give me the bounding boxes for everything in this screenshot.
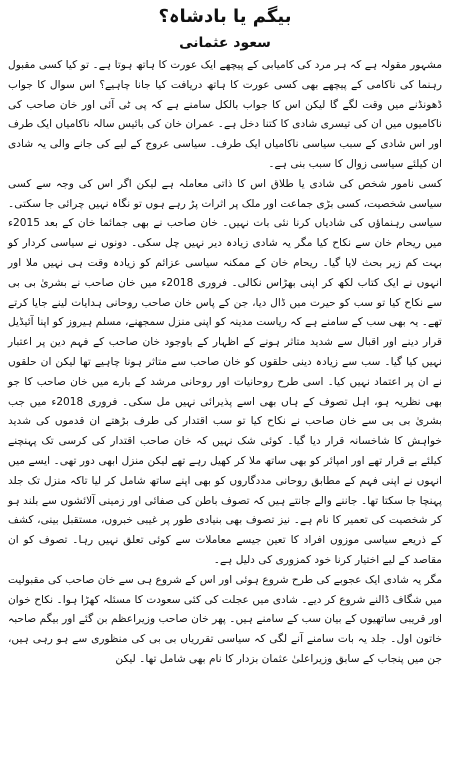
paragraph: کسی نامور شخص کی شادی یا طلاق اس کا ذاتی معاملہ ہے لیکن اگر اس کی وجہ سے کسی سیاسی شخصیت، کسی بڑی جماعت اور ملک پر اثرات پڑ رہے ہوں تو نگاہ نہیں چرائی جا سکتی۔ سیاسی رہنماؤں کی شادیاں کرنا نئی بات نہیں۔ خان صاحب نے بھی جمائما خان کے بعد 2015ء میں ریحام خان سے نکاح کیا مگر یہ شادی زیادہ دیر نہیں چل سکی۔ دونوں نے سیاسی کردار کو بہت کم زیر بحث لایا گیا۔ ریحام خان کے ممکنہ سیاسی عزائم کو زیادہ وقت ہی نہیں ملا اور انہوں نے ایک کتاب لکھ کر اپنی بھڑاس نکالی۔ فروری 2018ء میں خان صاحب نے بشریٰ بی بی سے نکاح کیا تو سب کو حیرت میں ڈال دیا، جن کے پاس خان صاحب روحانی ہدایات لینے جایا کرتے تھے۔ یہ بھی سب کے سامنے ہے کہ ریاست مدینہ کو اپنی منزل سمجھنے، مسلم ہیروز کو اپنا آئیڈیل قرار دینے اور اقبال سے شدید متاثر ہونے کے اظہار کے باوجود خان صاحب کے فہم دین پر اعتبار نہیں کیا گیا۔ سب سے زیادہ دینی حلقوں کو خان صاحب سے متاثر ہونا چاہیے تھا لیکن ان حلقوں نے ان پر اعتماد نہیں کیا۔ اسی طرح روحانیات اور روحانی مرشد کے بارے میں خان صاحب کا جو بھی نظریہ ہو، اہل تصوف کے ہاں بھی اسے پذیرائی نہیں مل سکی۔ فروری 2018ء میں جب بشریٰ بی بی سے خان صاحب نے نکاح کیا تو سب اقتدار کی طرف بڑھتے ان قدموں کی شدید خواہش کا شاخسانہ قرار دیا گیا۔ کوئی شک نہیں کہ خان صاحب اقتدار کی کرسی تک پہنچنے کیلئے بے قرار تھے اور امپائر کو بھی ساتھ ملا کر کھیل رہے تھے لیکن منزل ابھی دور تھی۔ ایسے میں انہوں نے اپنی فہم کے مطابق روحانی مددگاروں کو بھی اپنے ساتھ شامل کر لیا تاکہ منزل تک جلد پہنچا جا سکتا تھا۔ جاننے والے جانتے ہیں کہ تصوف باطن کی صفائی اور زمینی آلائشوں سے بلند ہو کر شخصیت کی تعمیر کا نام ہے۔ نیز تصوف بھی بنیادی طور پر غیبی خبروں، مستقبل بینی، کشف کے ذریعے سیاسی موزوں افراد کا تعین جیسے معاملات سے کوئی تعلق نہیں رہا۔ تصوف کو ان مقاصد کے لیے اختیار کرنا خود کمزوری کی دلیل ہے۔ (8, 177, 443, 566)
author-byline: سعود عثمانی (179, 35, 271, 51)
paragraph: مشہور مقولہ ہے کہ ہر مرد کی کامیابی کے پیچھے ایک عورت کا ہاتھ ہوتا ہے۔ تو کیا کسی مقبول رہنما کی ناکامی کے پیچھے بھی کسی عورت کا ہاتھ دریافت کیا جانا چاہیے؟ اس سوال کا جواب ڈھونڈنے میں وقت لگے گا لیکن اس کا جواب بالکل سامنے ہے کہ پی ٹی آئی اور خان صاحب کی ناکامیوں میں ان کی تیسری شادی کا کتنا دخل ہے۔ عمران خان کی بائیس سالہ ناکامیاں ایک طرف اور اس شادی کے سبب سیاسی ناکامیاں ایک طرف۔ سیاسی عروج کے لیے کی جانے والی یہ شادی ان کیلئے سیاسی زوال کا سبب بنی ہے۔ (8, 59, 442, 170)
article-body (8, 56, 442, 670)
article-title: بیگم یا بادشاہ؟ (158, 6, 292, 27)
paragraph: مگر یہ شادی ایک عجوبے کی طرح شروع ہوئی اور اس کے شروع ہی سے خان صاحب کی مقبولیت میں شگاف ڈالنے شروع کر دیے۔ شادی میں عجلت کی کئی سعودت کا مسئلہ کھڑا ہوا۔ نکاح خوان اور قریبی ساتھیوں کے بیان سب کے سامنے ہیں۔ پھر خان صاحب وزیراعظم بن گئے اور بیگم صاحبہ خاتون اول۔ جلد یہ بات سامنے آنے لگی کہ سیاسی تقرریاں بی بی کی منظوری سے ہو رہی ہیں، جن میں پنجاب کے سابق وزیراعلیٰ عثمان بزدار کا نام بھی شامل تھا۔ لیکن (8, 573, 442, 665)
